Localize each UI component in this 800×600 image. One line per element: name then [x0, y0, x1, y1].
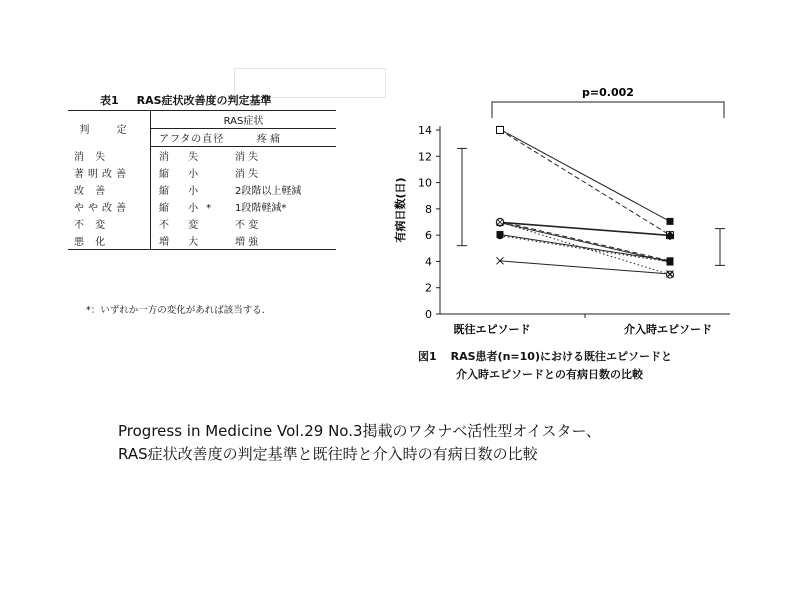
row-aphtha: 縮 小: [159, 169, 207, 180]
page-caption-line2: RAS症状改善度の判定基準と既往時と介入時の有病日数の比較: [118, 445, 538, 463]
data-point-square: [667, 218, 674, 225]
series-line: [500, 130, 670, 235]
table-footnote: *：いずれか一方の変化があれば該当する.: [86, 305, 265, 316]
row-pain: 不 変: [235, 220, 259, 231]
header-aphtha: アフタの直径: [151, 129, 230, 147]
figure-caption: [418, 348, 672, 384]
series-line: [500, 222, 670, 275]
row-pain: 増 強: [229, 232, 336, 250]
header-judge: 判 定: [68, 111, 151, 147]
y-tick-label: 12: [418, 150, 432, 164]
series-lines: [500, 129, 670, 274]
data-point-circle: [667, 259, 674, 266]
table-caption: [100, 92, 290, 108]
series-line: [500, 261, 670, 274]
row-pain: 1段階軽減*: [235, 203, 287, 214]
row-aphtha: 不 変: [159, 220, 207, 231]
table-label: 表1: [100, 94, 119, 107]
row-pain: 消 失: [235, 152, 259, 163]
x-tick-label: 既往エピソード: [453, 323, 531, 336]
p-value-annotation: p=0.002: [582, 86, 634, 99]
row-judge: 改 善: [68, 181, 151, 198]
y-tick-label: 8: [425, 202, 432, 216]
figure-caption-line1: RAS患者(n=10)における既往エピソードと: [450, 350, 672, 363]
y-tick-label: 6: [425, 229, 432, 243]
row-aphtha: 増 大: [151, 232, 230, 250]
figure-label: 図1: [418, 350, 437, 363]
series-line: [500, 221, 670, 260]
x-tick-label: 介入時エピソード: [624, 323, 712, 336]
y-axis: [418, 124, 440, 321]
row-judge: 悪 化: [68, 232, 151, 250]
page-caption: [118, 420, 601, 466]
row-aphtha: 縮 小*: [159, 203, 220, 214]
row-judge: 不 変: [68, 215, 151, 232]
series-markers: [496, 126, 675, 278]
y-tick-label: 14: [418, 124, 432, 137]
y-axis-label: 有病日数(日): [394, 177, 407, 243]
table-row: [68, 164, 336, 181]
significance-bracket: [492, 102, 724, 118]
y-tick-label: 4: [425, 255, 432, 269]
row-aphtha: 消 失: [159, 152, 207, 163]
page-caption-line1: Progress in Medicine Vol.29 No.3掲載のワタナベ活性型オイスター、: [118, 422, 601, 440]
row-pain: 2段階以上軽減: [235, 186, 302, 197]
y-tick-label: 2: [425, 281, 432, 295]
series-line: [500, 223, 670, 236]
criteria-table: [68, 110, 336, 250]
x-axis: [440, 314, 730, 336]
data-point-square-open: [497, 127, 504, 134]
row-judge: 著明改善: [68, 164, 151, 181]
bracket-line: [492, 102, 724, 118]
table-row: [68, 147, 336, 165]
row-judge: 消 失: [68, 147, 151, 165]
error-bars: [457, 148, 725, 265]
table-row: [68, 181, 336, 198]
table-row: [68, 215, 336, 232]
series-line: [500, 129, 670, 221]
row-pain: 消 失: [235, 169, 259, 180]
y-tick-label: 0: [425, 308, 432, 321]
row-judge: やや改善: [68, 198, 151, 215]
series-line: [500, 236, 670, 262]
data-point-circle: [497, 232, 504, 239]
days-comparison-chart: [390, 80, 750, 345]
table-title: RAS症状改善度の判定基準: [136, 94, 272, 107]
table-row: [68, 198, 336, 215]
row-aphtha: 縮 小: [159, 186, 207, 197]
y-tick-label: 10: [418, 176, 432, 190]
table-row: [68, 232, 336, 250]
header-pain: 疼 痛: [229, 129, 336, 147]
table-header-row: [68, 111, 336, 129]
header-group: RAS症状: [151, 111, 337, 129]
figure-caption-line2: 介入時エピソードとの有病日数の比較: [456, 368, 643, 381]
series-line: [500, 235, 670, 261]
